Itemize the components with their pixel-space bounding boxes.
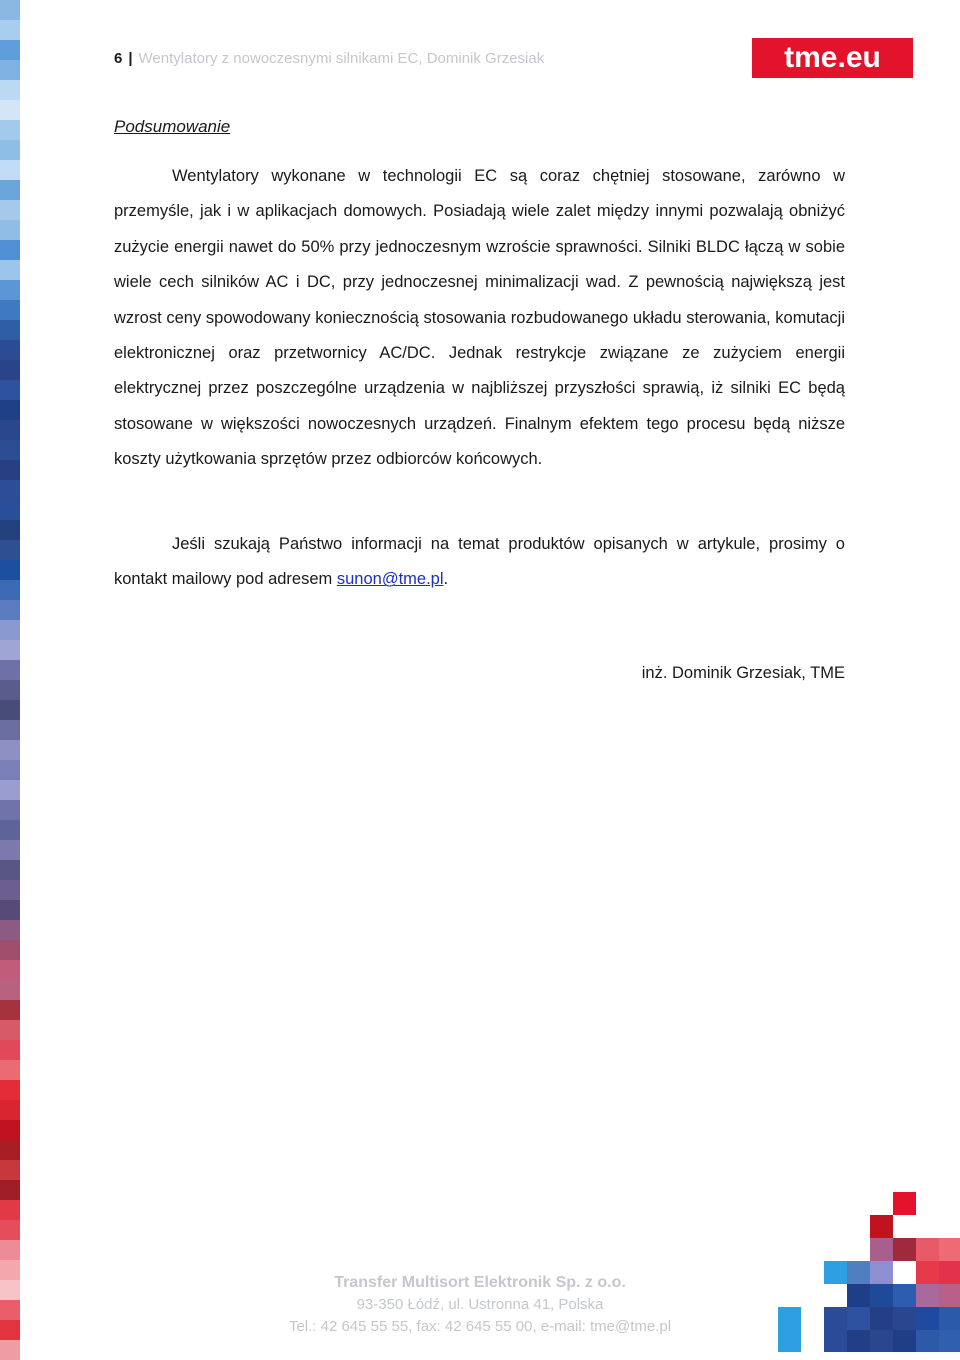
strip-cell — [0, 1180, 20, 1200]
strip-cell — [0, 340, 20, 360]
strip-cell — [0, 1140, 20, 1160]
strip-cell — [0, 540, 20, 560]
strip-cell — [0, 500, 20, 520]
header-separator: | — [128, 50, 133, 67]
decor-square — [870, 1238, 893, 1261]
decorative-color-strip — [0, 0, 20, 1352]
strip-cell — [0, 720, 20, 740]
tme-logo-text: tme.eu — [784, 41, 881, 74]
strip-cell — [0, 220, 20, 240]
strip-cell — [0, 1000, 20, 1020]
decor-square — [893, 1192, 916, 1215]
page-number: 6 — [114, 50, 123, 67]
strip-cell — [0, 1220, 20, 1240]
strip-cell — [0, 480, 20, 500]
strip-cell — [0, 780, 20, 800]
strip-cell — [0, 80, 20, 100]
strip-cell — [0, 120, 20, 140]
strip-cell — [0, 360, 20, 380]
strip-cell — [0, 660, 20, 680]
section-title: Podsumowanie — [114, 117, 231, 136]
strip-cell — [0, 180, 20, 200]
strip-cell — [0, 380, 20, 400]
strip-cell — [0, 100, 20, 120]
strip-cell — [0, 240, 20, 260]
strip-cell — [0, 1080, 20, 1100]
contact-paragraph-text: Jeśli szukają Państwo informacji na temat produktów opisanych w artykule, prosimy o kontakt mailowy pod adresem — [114, 535, 845, 589]
strip-cell — [0, 840, 20, 860]
strip-cell — [0, 20, 20, 40]
summary-paragraph — [114, 159, 845, 478]
strip-cell — [0, 640, 20, 660]
strip-cell — [0, 520, 20, 540]
strip-cell — [0, 460, 20, 480]
strip-cell — [0, 560, 20, 580]
author-signature: inż. Dominik Grzesiak, TME — [641, 664, 845, 682]
strip-cell — [0, 1120, 20, 1140]
contact-paragraph — [114, 527, 845, 598]
strip-cell — [0, 260, 20, 280]
contact-paragraph-end: . — [443, 570, 449, 589]
strip-cell — [0, 140, 20, 160]
strip-cell — [0, 700, 20, 720]
strip-cell — [0, 1060, 20, 1080]
strip-cell — [0, 760, 20, 780]
strip-cell — [0, 200, 20, 220]
footer-address: 93-350 Łódź, ul. Ustronna 41, Polska — [356, 1296, 604, 1313]
tme-logo — [752, 38, 913, 78]
strip-cell — [0, 300, 20, 320]
decor-square — [893, 1238, 916, 1261]
strip-cell — [0, 880, 20, 900]
strip-cell — [0, 1160, 20, 1180]
strip-cell — [0, 440, 20, 460]
strip-cell — [0, 160, 20, 180]
page-header — [114, 50, 544, 67]
strip-cell — [0, 1240, 20, 1260]
strip-cell — [0, 1020, 20, 1040]
strip-cell — [0, 0, 20, 20]
decor-square — [916, 1238, 939, 1261]
strip-cell — [0, 920, 20, 940]
strip-cell — [0, 620, 20, 640]
strip-cell — [0, 740, 20, 760]
summary-paragraph-text: Wentylatory wykonane w technologii EC są coraz chętniej stosowane, zarówno w przemyśle, jak i w aplikacjach domowych. Posiadają wiele zalet między innymi pozwalają obniżyć zużycie energii nawet do 50% przy jednoczesnym wzroście sprawności. Silniki BLDC łączą w sobie wiele cech silników AC i DC, przy jednoczesnej minimalizacji wad. Z pewnością największą jest wzrost ceny spowodowany koniecznością stosowania rozbudowanego układu sterowania, komutacji elektronicznej oraz przetwornicy AC/DC. Jednak restrykcje związane ze zużyciem energii elektrycznej przez poszczególne urządzenia w najbliższej przyszłości sprawią, iż silniki EC będą stosowane w większości nowoczesnych urządzeń. Finalnym efektem tego procesu będą niższe koszty użytkowania sprzętów przez odbiorców końcowych. — [114, 167, 845, 469]
strip-cell — [0, 1040, 20, 1060]
strip-cell — [0, 420, 20, 440]
footer-company: Transfer Multisort Elektronik Sp. z o.o. — [334, 1274, 626, 1291]
strip-cell — [0, 600, 20, 620]
strip-cell — [0, 820, 20, 840]
strip-cell — [0, 960, 20, 980]
strip-cell — [0, 1100, 20, 1120]
email-link[interactable]: sunon@tme.pl — [336, 570, 444, 589]
strip-cell — [0, 1340, 20, 1360]
decor-square — [939, 1238, 960, 1261]
strip-cell — [0, 860, 20, 880]
strip-cell — [0, 400, 20, 420]
strip-cell — [0, 980, 20, 1000]
strip-cell — [0, 280, 20, 300]
strip-cell — [0, 800, 20, 820]
decor-square — [870, 1215, 893, 1238]
document-title: Wentylatory z nowoczesnymi silnikami EC, Dominik Grzesiak — [138, 50, 545, 67]
strip-cell — [0, 940, 20, 960]
strip-cell — [0, 580, 20, 600]
strip-cell — [0, 1200, 20, 1220]
strip-cell — [0, 900, 20, 920]
strip-cell — [0, 320, 20, 340]
strip-cell — [0, 680, 20, 700]
strip-cell — [0, 60, 20, 80]
strip-cell — [0, 40, 20, 60]
footer-contact: Tel.: 42 645 55 55, fax: 42 645 55 00, e-mail: tme@tme.pl — [288, 1318, 672, 1335]
